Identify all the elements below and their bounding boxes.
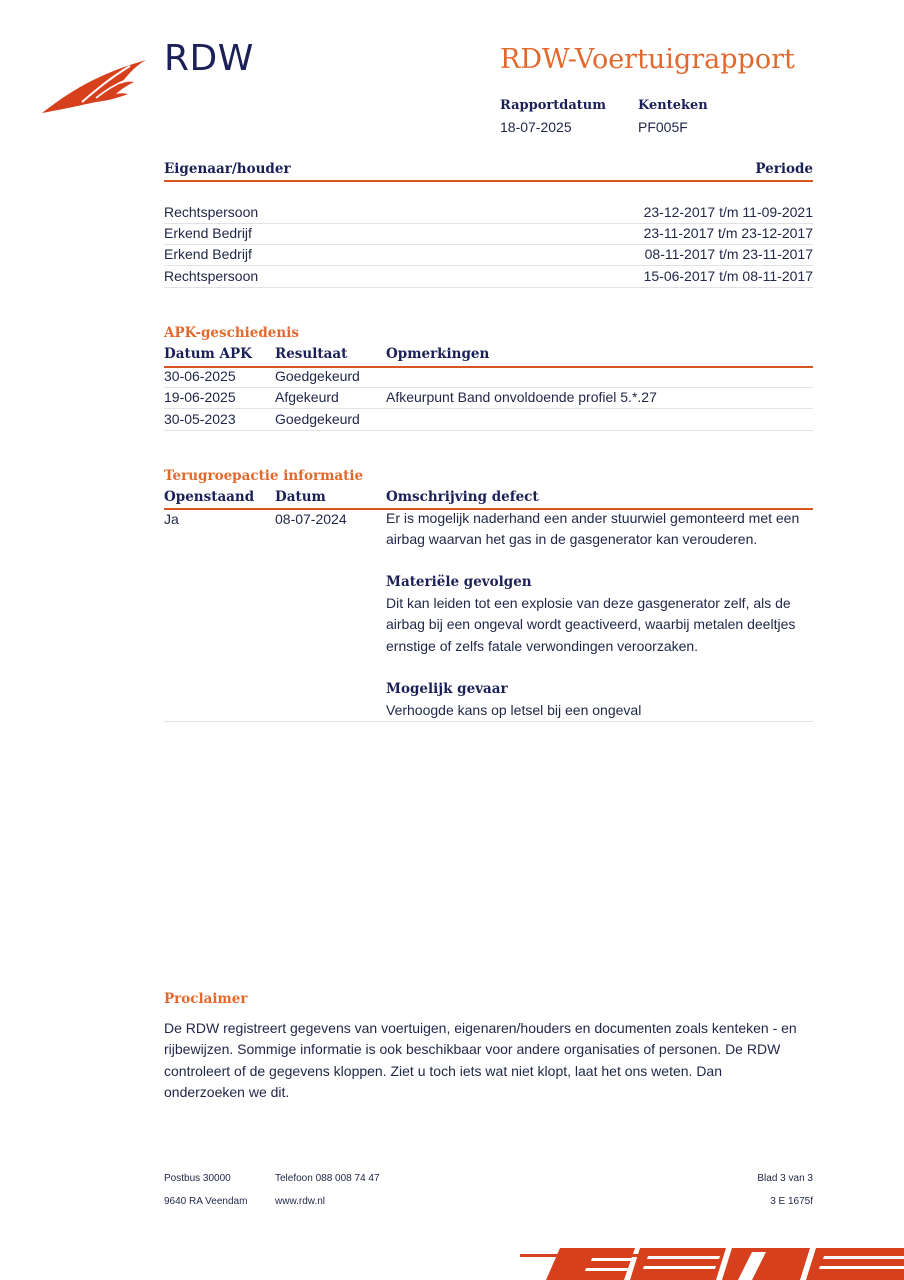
- recall-consequences-text: Dit kan leiden tot een explosie van deze gasgenerator zelf, als de airbag bij een ongeval wordt geactiveerd, waarbij metalen deeltjes ernstige of zelfs fatale verwondingen veroorzaken.: [386, 595, 796, 654]
- disclaimer-title: Proclaimer: [164, 991, 248, 1007]
- recall-open-value: Ja: [164, 511, 179, 527]
- rdw-stripes-icon: [520, 1244, 904, 1280]
- apk-header-date: Datum APK: [164, 346, 252, 362]
- owner-row-2-owner: Erkend Bedrijf: [164, 225, 252, 241]
- document-title: RDW-Voertuigrapport: [500, 44, 795, 75]
- apk-row-2-remarks: Afkeurpunt Band onvoldoende profiel 5.*.27: [386, 389, 657, 405]
- rdw-feather-logo-icon: [40, 58, 150, 116]
- recall-date-value: 08-07-2024: [275, 511, 347, 527]
- owners-header-rule: [164, 180, 813, 182]
- footer-document-code: 3 E 1675f: [770, 1196, 813, 1207]
- owner-row-3-owner: Erkend Bedrijf: [164, 246, 252, 262]
- report-date-label: Rapportdatum: [500, 98, 606, 113]
- plate-value: PF005F: [638, 119, 688, 135]
- row-divider: [164, 265, 813, 266]
- brand-name: RDW: [164, 38, 254, 79]
- footer-page-number: Blad 3 van 3: [757, 1173, 813, 1184]
- owner-row-4-period: 15-06-2017 t/m 08-11-2017: [643, 268, 813, 284]
- footer-phone: Telefoon 088 008 74 47: [275, 1173, 380, 1184]
- report-date-value: 18-07-2025: [500, 119, 572, 135]
- apk-row-2-date: 19-06-2025: [164, 389, 236, 405]
- footer-city: 9640 RA Veendam: [164, 1196, 248, 1207]
- apk-row-1-date: 30-06-2025: [164, 368, 236, 384]
- owner-row-3-period: 08-11-2017 t/m 23-11-2017: [644, 246, 813, 262]
- apk-section-title: APK-geschiedenis: [164, 325, 299, 341]
- apk-row-1-result: Goedgekeurd: [275, 368, 360, 384]
- owner-row-1-owner: Rechtspersoon: [164, 204, 259, 220]
- footer-postbus: Postbus 30000: [164, 1173, 231, 1184]
- apk-header-rule: [164, 366, 813, 368]
- apk-row-3-result: Goedgekeurd: [275, 411, 360, 427]
- row-divider: [164, 287, 813, 288]
- recall-header-date: Datum: [275, 489, 326, 505]
- plate-label: Kenteken: [638, 98, 708, 113]
- apk-row-3-date: 30-05-2023: [164, 411, 236, 427]
- recall-header-open: Openstaand: [164, 489, 255, 505]
- owners-header-period: Periode: [755, 161, 813, 177]
- recall-section-title: Terugroepactie informatie: [164, 468, 364, 484]
- owner-row-2-period: 23-11-2017 t/m 23-12-2017: [643, 225, 813, 241]
- recall-consequences-title: Materiële gevolgen: [386, 574, 532, 590]
- row-divider: [164, 223, 813, 224]
- row-divider: [164, 408, 813, 409]
- recall-danger-text: Verhoogde kans op letsel bij een ongeval: [386, 702, 642, 718]
- row-divider: [164, 387, 813, 388]
- footer-website[interactable]: www.rdw.nl: [275, 1196, 326, 1207]
- apk-header-remarks: Opmerkingen: [386, 346, 490, 362]
- owners-header-owner: Eigenaar/houder: [164, 161, 291, 177]
- recall-danger-title: Mogelijk gevaar: [386, 681, 508, 697]
- row-divider: [164, 721, 813, 722]
- recall-description: Er is mogelijk naderhand een ander stuurwiel gemonteerd met een airbag waarvan het gas in de gasgenerator kan verouderen.: [386, 510, 800, 548]
- owner-row-4-owner: Rechtspersoon: [164, 268, 259, 284]
- owner-row-1-period: 23-12-2017 t/m 11-09-2021: [643, 204, 813, 220]
- recall-header-description: Omschrijving defect: [386, 489, 539, 505]
- row-divider: [164, 244, 813, 245]
- disclaimer-text: De RDW registreert gegevens van voertuigen, eigenaren/houders en documenten zoals kenteken - en rijbewijzen. Sommige informatie is ook beschikbaar voor andere organisaties of personen. De RDW controleert of de gegevens kloppen. Ziet u toch iets wat niet klopt, laat het ons weten. Dan onderzoeken we dit.: [164, 1020, 797, 1100]
- row-divider: [164, 430, 813, 431]
- apk-row-2-result: Afgekeurd: [275, 389, 339, 405]
- apk-header-result: Resultaat: [275, 346, 348, 362]
